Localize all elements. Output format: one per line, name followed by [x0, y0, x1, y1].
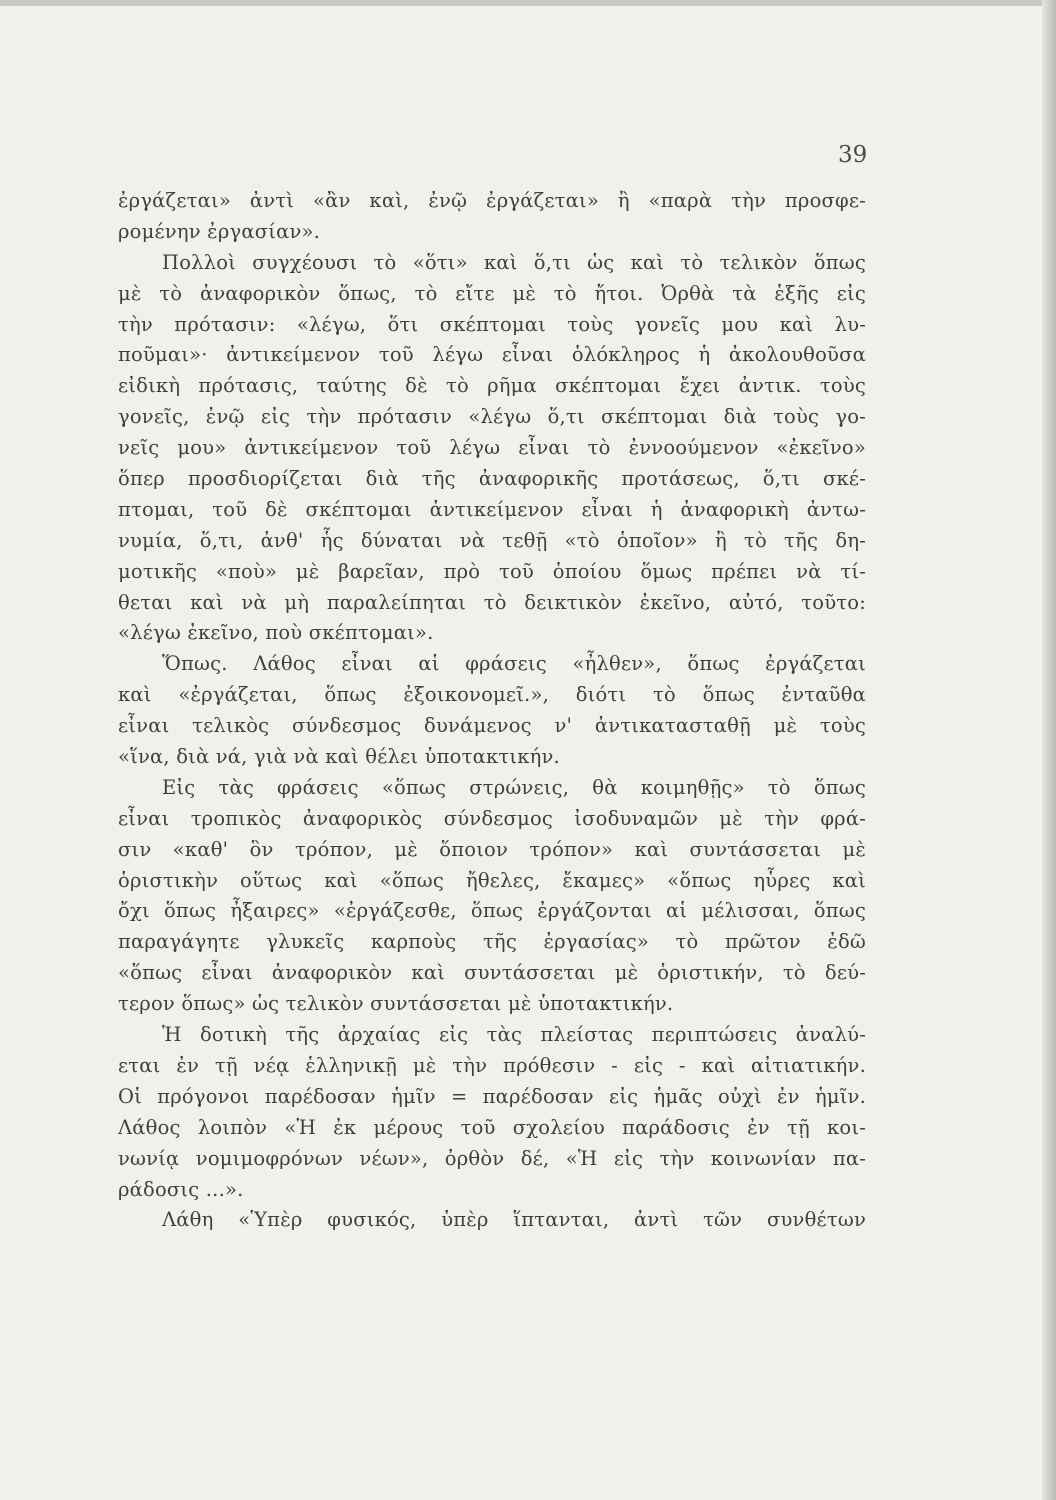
text-line: Πολλοὶ συγχέουσι τὸ «ὅτι» καὶ ὅ,τι ὡς καὶ τὸ τελικὸν ὅπως: [162, 250, 866, 274]
text-line: Ὅπως. Λάθος εἶναι αἱ φράσεις «ἦλθεν», ὅπως ἐργάζεται: [162, 652, 866, 676]
page-top-edge: [0, 0, 1056, 6]
text-line: τερον ὅπως» ὡς τελικὸν συντάσσεται μὲ ὑποτακτικήν.: [118, 992, 674, 1016]
text-line: ποῦμαι»· ἀντικείμενον τοῦ λέγω εἶναι ὁλόκληρος ἡ ἀκολουθοῦσα: [118, 343, 866, 367]
text-line: Λάθη «Ὑπὲρ φυσικός, ὑπὲρ ἵπτανται, ἀντὶ τῶν συνθέτων: [162, 1208, 866, 1232]
text-line: «ὅπως εἶναι ἀναφορικὸν καὶ συντάσσεται μὲ ὁριστικήν, τὸ δεύ-: [118, 961, 866, 985]
page-right-edge: [1042, 0, 1056, 1500]
text-line: νυμία, ὅ,τι, ἀνθ' ἧς δύναται νὰ τεθῇ «τὸ ὁποῖον» ἢ τὸ τῆς δη-: [118, 528, 866, 552]
text-line: ὁριστικὴν οὕτως καὶ «ὅπως ἤθελες, ἔκαμες» «ὅπως ηὗρες καὶ: [118, 868, 866, 892]
page-number: 39: [838, 142, 868, 168]
text-line: «ἵνα, διὰ νά, γιὰ νὰ καὶ θέλει ὑποτακτικήν.: [118, 745, 560, 769]
text-line: Ἡ δοτικὴ τῆς ἀρχαίας εἰς τὰς πλείστας περιπτώσεις ἀναλύ-: [162, 1023, 866, 1047]
text-line: γονεῖς, ἐνῷ εἰς τὴν πρότασιν «λέγω ὅ,τι σκέπτομαι διὰ τοὺς γο-: [118, 405, 866, 429]
text-line: ὅπερ προσδιορίζεται διὰ τῆς ἀναφορικῆς προτάσεως, ὅ,τι σκέ-: [118, 467, 866, 491]
text-line: εἶναι τροπικὸς ἀναφορικὸς σύνδεσμος ἰσοδυναμῶν μὲ τὴν φρά-: [118, 806, 866, 830]
text-line: πτομαι, τοῦ δὲ σκέπτομαι ἀντικείμενον εἶναι ἡ ἀναφορικὴ ἀντω-: [118, 497, 866, 521]
text-line: Εἰς τὰς φράσεις «ὅπως στρώνεις, θὰ κοιμηθῇς» τὸ ὅπως: [162, 775, 866, 799]
text-line: ὄχι ὅπως ἦξαιρες» «ἐργάζεσθε, ὅπως ἐργάζονται αἱ μέλισσαι, ὅπως: [118, 899, 866, 923]
text-line: Λάθος λοιπὸν «Ἡ ἐκ μέρους τοῦ σχολείου παράδοσις ἐν τῇ κοι-: [118, 1115, 866, 1139]
text-line: εται ἐν τῇ νέᾳ ἑλληνικῇ μὲ τὴν πρόθεσιν - εἰς - καὶ αἰτιατικήν.: [118, 1053, 866, 1077]
text-line: τὴν πρότασιν: «λέγω, ὅτι σκέπτομαι τοὺς γονεῖς μου καὶ λυ-: [118, 312, 866, 336]
text-line: «λέγω ἐκεῖνο, ποὺ σκέπτομαι».: [118, 621, 434, 645]
text-line: ράδοσις ...».: [118, 1177, 244, 1201]
text-line: εἶναι τελικὸς σύνδεσμος δυνάμενος ν' ἀντικατασταθῇ μὲ τοὺς: [118, 714, 866, 738]
text-line: σιν «καθ' ὃν τρόπον, μὲ ὅποιον τρόπον» καὶ συντάσσεται μὲ: [118, 837, 866, 861]
text-line: νωνίᾳ νομιμοφρόνων νέων», ὀρθὸν δέ, «Ἡ εἰς τὴν κοινωνίαν πα-: [118, 1146, 866, 1170]
text-line: μὲ τὸ ἀναφορικὸν ὅπως, τὸ εἴτε μὲ τὸ ἤτοι. Ὀρθὰ τὰ ἑξῆς εἰς: [118, 281, 866, 305]
text-line: ρομένην ἐργασίαν».: [118, 219, 321, 243]
text-line: παραγάγητε γλυκεῖς καρποὺς τῆς ἐργασίας» τὸ πρῶτον ἐδῶ: [118, 930, 866, 954]
text-line: νεῖς μου» ἀντικείμενον τοῦ λέγω εἶναι τὸ ἐννοούμενον «ἐκεῖνο»: [118, 436, 866, 460]
text-line: Οἱ πρόγονοι παρέδοσαν ἡμῖν = παρέδοσαν εἰς ἡμᾶς οὐχὶ ἐν ἡμῖν.: [118, 1084, 866, 1108]
text-line: εἰδικὴ πρότασις, ταύτης δὲ τὸ ρῆμα σκέπτομαι ἔχει ἀντικ. τοὺς: [118, 374, 866, 398]
body-text: [118, 186, 866, 1236]
text-line: θεται καὶ νὰ μὴ παραλείπηται τὸ δεικτικὸν ἐκεῖνο, αὐτό, τοῦτο:: [118, 590, 866, 614]
text-line: μοτικῆς «ποὺ» μὲ βαρεῖαν, πρὸ τοῦ ὁποίου ὅμως πρέπει νὰ τί-: [118, 559, 866, 583]
text-line: καὶ «ἐργάζεται, ὅπως ἐξοικονομεῖ.», διότι τὸ ὅπως ἐνταῦθα: [118, 683, 866, 707]
text-line: ἐργάζεται» ἀντὶ «ἂν καὶ, ἐνῷ ἐργάζεται» ἢ «παρὰ τὴν προσφε-: [118, 189, 866, 212]
